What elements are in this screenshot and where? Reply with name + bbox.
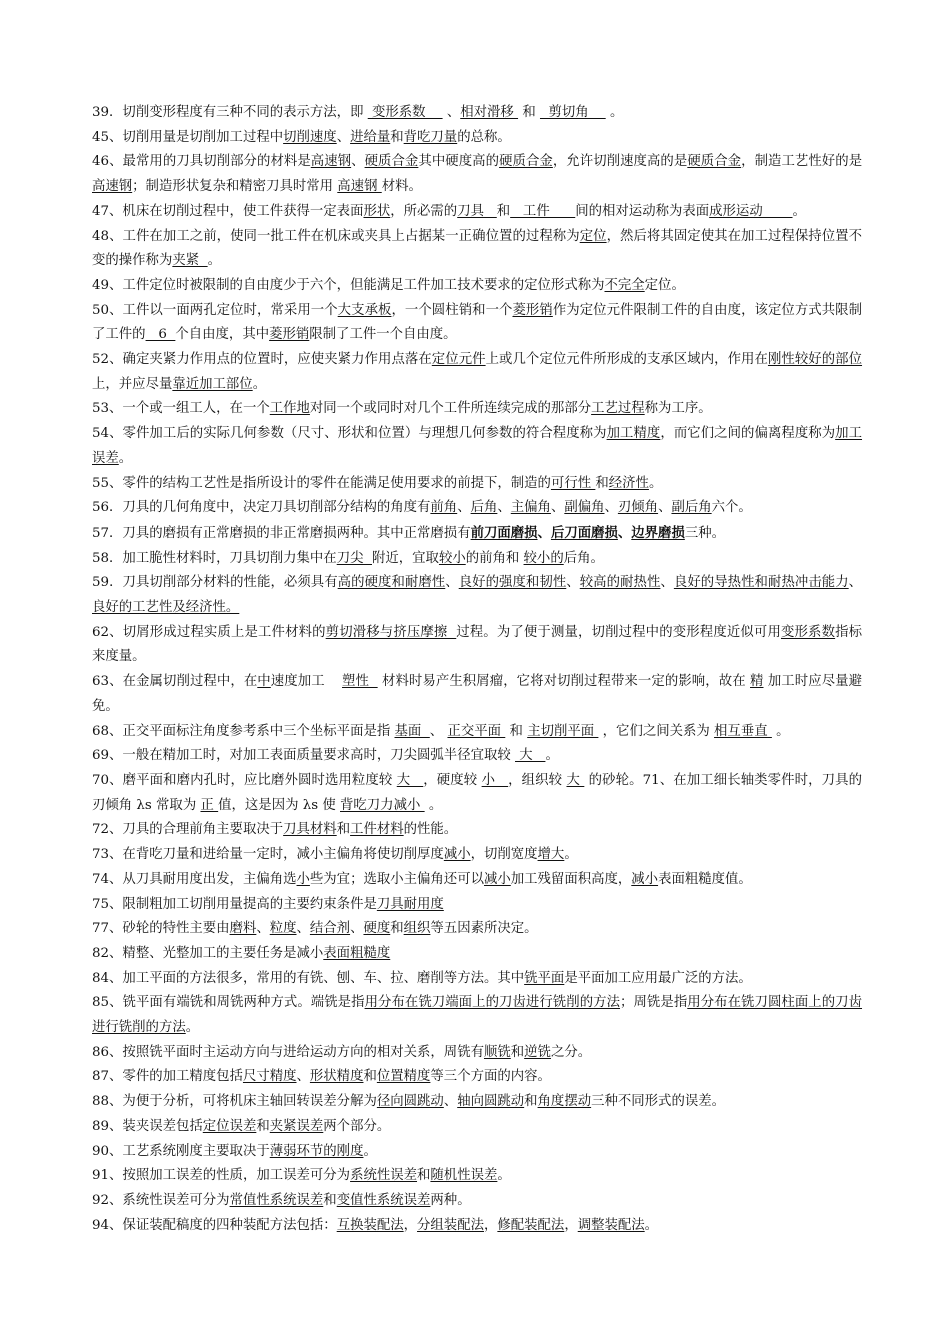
question-text: 附近，宜取 [371, 550, 439, 566]
question-paragraph [92, 1140, 862, 1165]
answer-text: 定位元件 [431, 352, 486, 368]
answer-text: 大 [396, 772, 424, 788]
question-text: 些为宜；选取小主偏角还可以 [309, 871, 484, 887]
question-text: ，所必需的 [390, 203, 458, 219]
question-text: 55、零件的结构工艺性是指所设计的零件在能满足使用要求的前提下，制造的 [92, 475, 551, 491]
answer-text: 夹紧 [172, 253, 208, 269]
question-text: 和 [510, 1044, 525, 1060]
question-text: 。 [363, 1143, 377, 1159]
answer-text: 菱形销 [512, 302, 553, 318]
question-text: 和 [363, 1069, 377, 1085]
question-text: 值，这是因为 λs 使 [218, 797, 341, 813]
answer-text: 定位 [579, 228, 607, 244]
question-paragraph [92, 1065, 862, 1090]
answer-text: 定位误差 [202, 1118, 257, 1134]
question-text: ，而它们之间的偏离程度称为 [660, 426, 836, 442]
answer-text: 背吃刀量 [403, 129, 458, 145]
question-paragraph [92, 1214, 862, 1239]
answer-text: 良好的强度和韧性 [458, 575, 567, 591]
question-text: 、 [296, 921, 310, 937]
question-text: 的总称。 [457, 129, 511, 145]
answer-text: 磨料 [229, 921, 257, 937]
question-text: 、 [350, 921, 364, 937]
question-text: 两种。 [430, 1192, 471, 1208]
answer-text: 铣平面 [524, 970, 565, 986]
answer-text: 变形系数 [367, 105, 443, 120]
answer-text: 轴向圆跳动 [457, 1094, 525, 1110]
answer-text: 分组装配法 [417, 1217, 484, 1233]
question-text: 材料。 [381, 179, 422, 195]
question-text: 加工时应尽量避免。 [92, 674, 863, 714]
question-paragraph [92, 101, 862, 126]
question-text: ，一个圆柱销和一个 [391, 302, 513, 318]
answer-text: 精 [750, 674, 764, 690]
question-text: 57．刀具的磨损有正常磨损的非正常磨损两种。其中正常磨损有 [92, 525, 471, 541]
question-text: 、 [442, 105, 461, 120]
answer-text: 相对滑移 [460, 105, 519, 120]
question-text: 。 [207, 253, 222, 269]
question-text: 、 [336, 129, 351, 145]
question-text: 56．刀具的几何角度中，决定刀具切削部分结构的角度有 [92, 500, 431, 516]
question-text: 73、在背吃刀量和进给量一定时，减小主偏角将使切削厚度 [92, 847, 444, 863]
question-text: 53、一个或一组工人，在一个 [92, 401, 270, 417]
answer-text: 薄弱环节的刚度 [269, 1143, 364, 1159]
question-text: 。 [545, 748, 559, 764]
answer-text: 刚性较好的部位 [767, 352, 863, 368]
question-text: 94、保证装配稿度的四种装配方法包括： [92, 1217, 337, 1233]
question-paragraph [92, 818, 862, 843]
question-text: 、 [604, 500, 618, 516]
answer-text: 形状 [363, 203, 391, 219]
question-text: 59．刀具切削部分材料的性能，必须具有 [92, 575, 338, 591]
answer-text: 良好的工艺性及经济性。 [92, 600, 240, 616]
answer-text: 大 [515, 748, 546, 764]
question-text: 三种。 [684, 525, 726, 541]
answer-text: 结合剂 [309, 921, 351, 937]
question-text: 。 [605, 105, 624, 120]
answer-text: 变值性系统误差 [336, 1192, 431, 1208]
answer-text: 修配装配法 [497, 1217, 565, 1233]
answer-text: 表面粗糙度 [323, 945, 391, 961]
question-text: 48、工件在加工之前，使同一批工件在机床或夹具上占据某一正确位置的过程称为 [92, 228, 580, 244]
answer-text: 主切削平面 [527, 723, 599, 739]
answer-text: 较小 [438, 550, 466, 566]
answer-text: 形状精度 [309, 1069, 364, 1085]
answer-text: 位置精度 [376, 1069, 431, 1085]
question-text: 、 [296, 1069, 310, 1085]
question-text: 68、正交平面标注角度参考系中三个坐标平面是指 [92, 723, 395, 739]
answer-text: 顺铣 [483, 1044, 511, 1060]
answer-text: 工件 [510, 203, 576, 219]
answer-text: 背吃刀力减小 [340, 797, 425, 813]
answer-text: 用分布在铣刀圆柱面上的刀齿进行铣削的方法 [92, 995, 863, 1036]
question-paragraph [92, 1090, 862, 1115]
question-text: ， [403, 1217, 418, 1233]
answer-text: 高速钢 [92, 179, 133, 195]
question-text: 的前角和 [465, 550, 524, 566]
question-text: 两个部分。 [323, 1118, 391, 1134]
answer-text: 减小 [631, 871, 659, 887]
answer-text: 刀具耐用度 [376, 896, 444, 912]
answer-text: 切削速度 [283, 129, 337, 145]
question-text: ，切削宽度 [470, 847, 538, 863]
answer-text: 相互垂直 [714, 723, 772, 739]
question-text: 、 [537, 524, 551, 541]
answer-text: 基面 [394, 723, 430, 739]
question-text: ，允许切削速度高的是 [552, 154, 688, 170]
question-text: 和 [256, 1118, 270, 1134]
question-text: 、 [617, 524, 632, 541]
question-text: 91、按照加工误差的性质，加工误差可分为 [92, 1168, 351, 1184]
question-text: 上，并应尽量 [92, 376, 173, 392]
question-text: 87、零件的加工精度包括 [92, 1069, 243, 1085]
question-text: 。 [118, 450, 133, 466]
question-text: 。 [648, 475, 663, 491]
question-text: 88、为便于分析，可将机床主轴回转误差分解为 [92, 1094, 377, 1110]
question-text: 70、磨平面和磨内孔时，应比磨外圆时选用粒度较 [92, 772, 397, 788]
answer-text: 加工精度 [606, 426, 661, 442]
answer-text: 随机性误差 [430, 1168, 498, 1184]
question-text: 。 [424, 797, 443, 813]
question-paragraph [92, 150, 862, 199]
answer-text: 剪切角 [539, 105, 606, 120]
question-text: 上或几个定位元件所形成的支承区域内，作用在 [485, 352, 768, 368]
question-text: 指标来度量。 [92, 624, 863, 665]
answer-text: 粒度 [269, 921, 297, 937]
answer-text: 刀具材料 [283, 822, 337, 838]
question-paragraph [92, 126, 862, 151]
question-text: 82、精整、光整加工的主要任务是减小 [92, 945, 324, 961]
question-paragraph [92, 1164, 862, 1189]
question-paragraph [92, 472, 862, 497]
question-paragraph [92, 942, 862, 967]
answer-text: 可行性 [550, 475, 596, 491]
question-text: 49、工件定位时被限制的自由度少于六个，但能满足工件加工技术要求的定位形式称为 [92, 277, 605, 293]
answer-text: 副后角 [671, 500, 712, 516]
question-text: 。 [185, 1020, 200, 1036]
answer-text: 硬质合金 [687, 154, 742, 170]
question-paragraph [92, 1189, 862, 1214]
answer-text: 进给量 [350, 129, 391, 145]
question-text: 作为定位元件限制工件的自由度，该定位方式共限制了工件的 [92, 302, 863, 343]
answer-text: 尺寸精度 [242, 1069, 297, 1085]
question-text: 85、铣平面有端铣和周铣两种方式。端铣是指 [92, 995, 365, 1011]
question-text: 62、切屑形成过程实质上是工件材料的 [92, 624, 326, 640]
question-text: 72、刀具的合理前角主要取决于 [92, 822, 284, 838]
question-paragraph [92, 547, 862, 572]
question-paragraph [92, 621, 862, 670]
answer-text: 菱形销 [269, 327, 310, 343]
question-text: 和 [390, 129, 404, 145]
answer-text: 正交平面 [447, 723, 506, 739]
answer-text: 主偏角 [510, 500, 551, 516]
question-paragraph [92, 744, 862, 769]
answer-text: 用分布在铣刀端面上的刀齿进行铣削的方法 [364, 995, 621, 1011]
question-text: 46、最常用的刀具切削部分的材料是 [92, 154, 311, 170]
question-text: 速度加工 [270, 674, 343, 690]
question-text: 和 [323, 1192, 337, 1208]
question-paragraph [92, 769, 862, 818]
question-text: 三种不同形式的误差。 [591, 1094, 726, 1110]
question-text: 和 [518, 105, 540, 120]
question-text: 过程。为了便于测量，切削过程中的变形程度近似可用 [456, 624, 781, 640]
question-text: ；周铣是指 [620, 995, 688, 1011]
answer-text: 工作地 [269, 401, 310, 417]
answer-text: 逆铣 [524, 1044, 551, 1060]
answer-text: 前角 [430, 500, 458, 516]
question-text: 对同一个或同时对几个工件所连续完成的那部分 [309, 401, 592, 417]
question-text: 、 [429, 723, 448, 739]
question-text: 是平面加工应用最广泛的方法。 [564, 970, 752, 986]
question-text: 和 [595, 475, 609, 491]
question-text: 、 [658, 500, 672, 516]
question-text: 、 [256, 921, 270, 937]
question-text: 限制了工件一个自由度。 [309, 327, 457, 343]
question-text: 、 [550, 500, 565, 516]
question-text: 47、机床在切削过程中，使工件获得一定表面 [92, 203, 364, 219]
answer-text: 高速钢 [310, 154, 352, 170]
question-paragraph [92, 299, 862, 348]
answer-text: 经济性 [608, 475, 649, 491]
question-paragraph [92, 1041, 862, 1066]
question-text: 90、工艺系统刚度主要取决于 [92, 1143, 270, 1159]
question-text: 和 [524, 1094, 538, 1110]
question-text: 和 [417, 1168, 431, 1184]
question-text: 63、在金属切削过程中，在 [92, 674, 258, 690]
question-text: 74、从刀具耐用度出发，主偏角选 [92, 871, 297, 887]
question-paragraph [92, 397, 862, 422]
question-text: ， [483, 1217, 498, 1233]
question-text: 。 [564, 847, 578, 863]
question-text: 加工残留面积高度， [510, 871, 632, 887]
document-body [92, 101, 862, 1238]
question-text: 。 [644, 1217, 659, 1233]
question-text: 50、工件以一面两孔定位时，常采用一个 [92, 302, 338, 318]
answer-text: 成形运动 [709, 203, 793, 219]
answer-text: 系统性误差 [350, 1168, 418, 1184]
question-text: 52、确定夹紧力作用点的位置时，应使夹紧力作用点落在 [92, 352, 432, 368]
answer-text: 高的硬度和耐磨性 [337, 575, 446, 591]
answer-text: 加工误差 [92, 426, 863, 466]
question-paragraph [92, 967, 862, 992]
answer-text: 刃倾角 [617, 500, 659, 516]
question-text: 。 [252, 376, 267, 392]
question-paragraph [92, 893, 862, 918]
question-text: 、 [497, 500, 511, 516]
answer-text: 刀具 [457, 203, 497, 219]
question-text: 之分。 [550, 1044, 592, 1060]
question-text: 、 [566, 575, 580, 591]
answer-text: 变形系数 [780, 624, 836, 640]
question-text: ， [564, 1217, 578, 1233]
answer-text: 刀尖 [336, 550, 372, 566]
answer-text: 角度摆动 [537, 1094, 592, 1110]
answer-text: 后角 [470, 500, 498, 516]
answer-text: 边界磨损 [631, 524, 685, 541]
question-text: 54、零件加工后的实际几何参数（尺寸、形状和位置）与理想几何参数的符合程度称为 [92, 426, 607, 442]
answer-text: 硬度 [363, 921, 391, 937]
question-text: 58．加工脆性材料时，刀具切削力集中在 [92, 550, 337, 566]
question-text: 六个。 [711, 500, 752, 516]
question-text: 材料时易产生积屑瘤，它将对切削过程带来一定的影响，故在 [377, 674, 751, 690]
question-text: 92、系统性误差可分为 [92, 1192, 230, 1208]
question-text: 86、按照铣平面时主运动方向与进给运动方向的相对关系，周铣有 [92, 1044, 484, 1060]
answer-text: 硬质合金 [499, 154, 553, 170]
question-text: 45、切削用量是切削加工过程中 [92, 129, 284, 145]
question-text: 个自由度，其中 [175, 327, 270, 343]
answer-text: 增大 [537, 847, 565, 863]
question-paragraph [92, 720, 862, 745]
question-text: 。 [771, 723, 790, 739]
question-text: 。 [792, 203, 806, 219]
answer-text: 常值性系统误差 [229, 1192, 324, 1208]
answer-text: 减小 [443, 847, 471, 863]
answer-text: 中 [257, 674, 271, 690]
question-text: ，硬度较 [423, 772, 482, 788]
answer-text: 后刀面磨损 [550, 524, 618, 541]
question-text: 和 [336, 822, 351, 838]
question-paragraph [92, 571, 862, 620]
question-paragraph [92, 670, 862, 719]
question-text: 表面粗糙度值。 [658, 871, 752, 887]
answer-text: 不完全 [604, 277, 645, 293]
question-text: 和 [505, 723, 528, 739]
answer-text: 正 [200, 797, 219, 813]
answer-text: 工件材料 [350, 822, 404, 838]
question-paragraph [92, 917, 862, 942]
question-text: 39．切削变形程度有三种不同的表示方法，即 [92, 105, 368, 120]
question-text: ，制造工艺性好的是 [741, 154, 863, 170]
question-text: ；制造形状复杂和精密刀具时常用 [132, 179, 338, 195]
question-paragraph [92, 496, 862, 521]
question-text: 、 [457, 500, 471, 516]
question-text: 间的相对运动称为表面 [575, 203, 710, 219]
question-text: 89、装夹误差包括 [92, 1118, 203, 1134]
question-text: 84、加工平面的方法很多，常用的有铣、刨、车、拉、磨削等方法。其中 [92, 970, 525, 986]
question-text: 、 [445, 575, 459, 591]
question-paragraph [92, 200, 862, 225]
answer-text: 调整装配法 [577, 1217, 645, 1233]
question-text: 和 [390, 921, 404, 937]
answer-text: 大支承板 [337, 302, 392, 318]
question-paragraph [92, 868, 862, 893]
answer-text: 较高的耐热性 [579, 575, 661, 591]
question-paragraph [92, 521, 862, 547]
answer-text: 夹紧误差 [269, 1118, 324, 1134]
answer-text: 径向圆跳动 [376, 1094, 444, 1110]
question-text: 、 [351, 154, 365, 170]
question-text: 、 [848, 575, 863, 591]
question-text: 等三个方面的内容。 [430, 1069, 551, 1085]
answer-text: 大 [566, 772, 585, 788]
answer-text: 塑性 [342, 674, 378, 690]
question-paragraph [92, 225, 862, 274]
answer-text: 副偏角 [564, 500, 605, 516]
question-text: 称为工序。 [644, 401, 712, 417]
question-text: 、 [443, 1094, 458, 1110]
answer-text: 靠近加工部位 [172, 376, 253, 392]
answer-text: 小 [481, 772, 509, 788]
question-text: 77、砂轮的特性主要由 [92, 921, 230, 937]
answer-text: 6 [145, 327, 176, 343]
answer-text: 良好的导热性和耐热冲击能力 [673, 575, 849, 591]
question-text: 后角。 [563, 550, 604, 566]
answer-text: 互换装配法 [336, 1217, 404, 1233]
question-text: 定位。 [644, 277, 685, 293]
answer-text: 减小 [483, 871, 511, 887]
question-paragraph [92, 843, 862, 868]
answer-text: 剪切滑移与挤压摩擦 [325, 624, 457, 640]
answer-text: 组织 [403, 921, 431, 937]
question-text: 。 [497, 1168, 511, 1184]
question-paragraph [92, 274, 862, 299]
question-text: ，组织较 [508, 772, 567, 788]
question-text: ，然后将其固定使其在加工过程保持位置不变的操作称为 [92, 228, 863, 269]
answer-text: 硬质合金 [364, 154, 419, 170]
answer-text: 前刀面磨损 [470, 524, 538, 541]
question-paragraph [92, 1115, 862, 1140]
question-paragraph [92, 991, 862, 1040]
answer-text: 小 [296, 871, 310, 887]
question-text: 的性能。 [403, 822, 458, 838]
question-text: 等五因素所决定。 [430, 921, 538, 937]
question-text: 69、一般在精加工时，对加工表面质量要求高时，刀尖圆弧半径宜取较 [92, 748, 516, 764]
question-paragraph [92, 348, 862, 397]
question-text: 的砂轮。71、在加工细长轴类零件时，刀具的刃倾角 λs 常取为 [92, 772, 862, 813]
question-text: 、 [660, 575, 674, 591]
question-text: ，它们之间关系为 [598, 723, 715, 739]
answer-text: 较小的 [523, 550, 564, 566]
question-text: 和 [496, 203, 511, 219]
answer-text: 工艺过程 [591, 401, 645, 417]
question-text: 其中硬度高的 [418, 154, 500, 170]
answer-text: 高速钢 [337, 179, 382, 195]
question-paragraph [92, 422, 862, 471]
question-text: 75、限制粗加工切削用量提高的主要约束条件是 [92, 896, 377, 912]
